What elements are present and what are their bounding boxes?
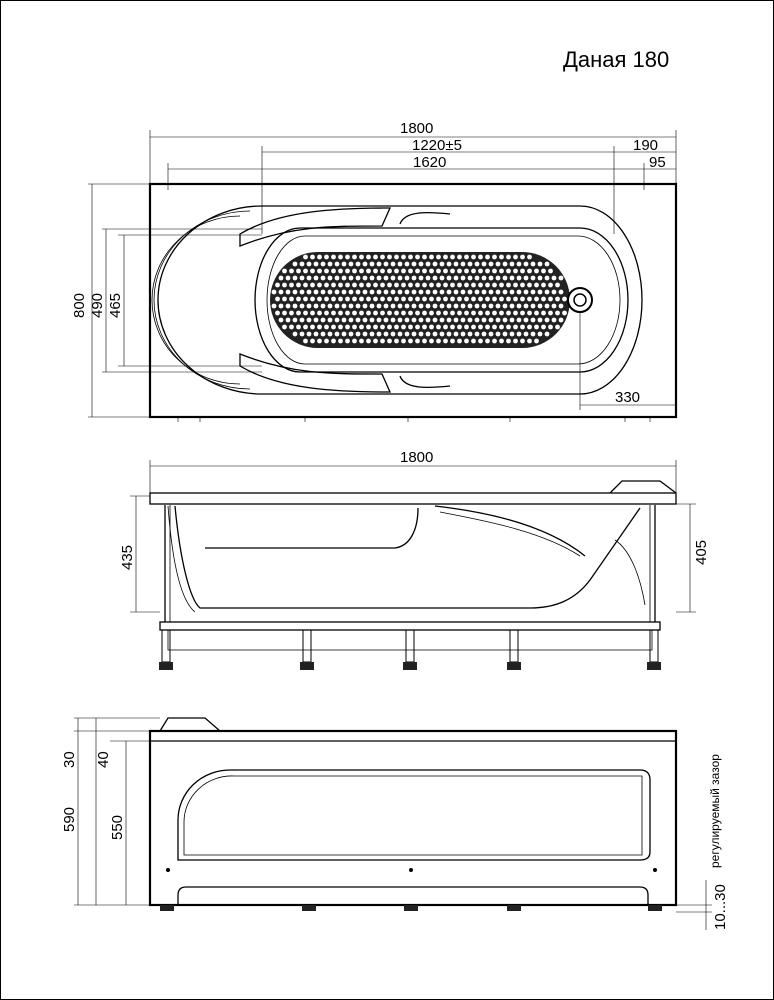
front-panel	[150, 731, 676, 905]
front-dim-590: 590	[61, 806, 78, 832]
top-dim-length: 1800	[400, 120, 434, 137]
top-handle-lower	[240, 354, 390, 392]
top-dim-width: 800	[71, 292, 88, 318]
front-headrest	[160, 718, 220, 731]
top-dim-330: 330	[615, 389, 641, 406]
side-frame	[160, 622, 660, 630]
front-view	[61, 718, 729, 930]
top-view	[71, 120, 676, 422]
side-dim-435: 435	[119, 544, 136, 570]
top-dim-490: 490	[89, 292, 106, 318]
side-bowl	[175, 506, 640, 608]
front-gap-value: 10...30	[712, 884, 729, 930]
front-skirt	[178, 887, 648, 905]
top-dim-465: 465	[107, 292, 124, 318]
front-gap-label: регулируемый зазор	[708, 754, 722, 868]
front-dim-550: 550	[109, 814, 126, 840]
drawing-title: Даная 180	[563, 47, 670, 72]
side-armrest	[205, 508, 418, 548]
top-dim-1620: 1620	[413, 154, 447, 171]
side-headrest	[610, 481, 676, 493]
side-view	[119, 449, 710, 670]
front-dim-30: 30	[61, 751, 78, 768]
side-rim	[150, 493, 676, 504]
side-dim-405: 405	[693, 539, 710, 565]
front-panel-curve	[178, 770, 650, 860]
side-dim-length: 1800	[400, 449, 434, 466]
top-dim-190: 190	[633, 137, 659, 154]
top-handle-upper	[240, 208, 390, 246]
front-dim-40: 40	[95, 751, 112, 768]
top-dim-inner: 1220±5	[412, 137, 462, 154]
top-dim-95: 95	[649, 154, 666, 171]
